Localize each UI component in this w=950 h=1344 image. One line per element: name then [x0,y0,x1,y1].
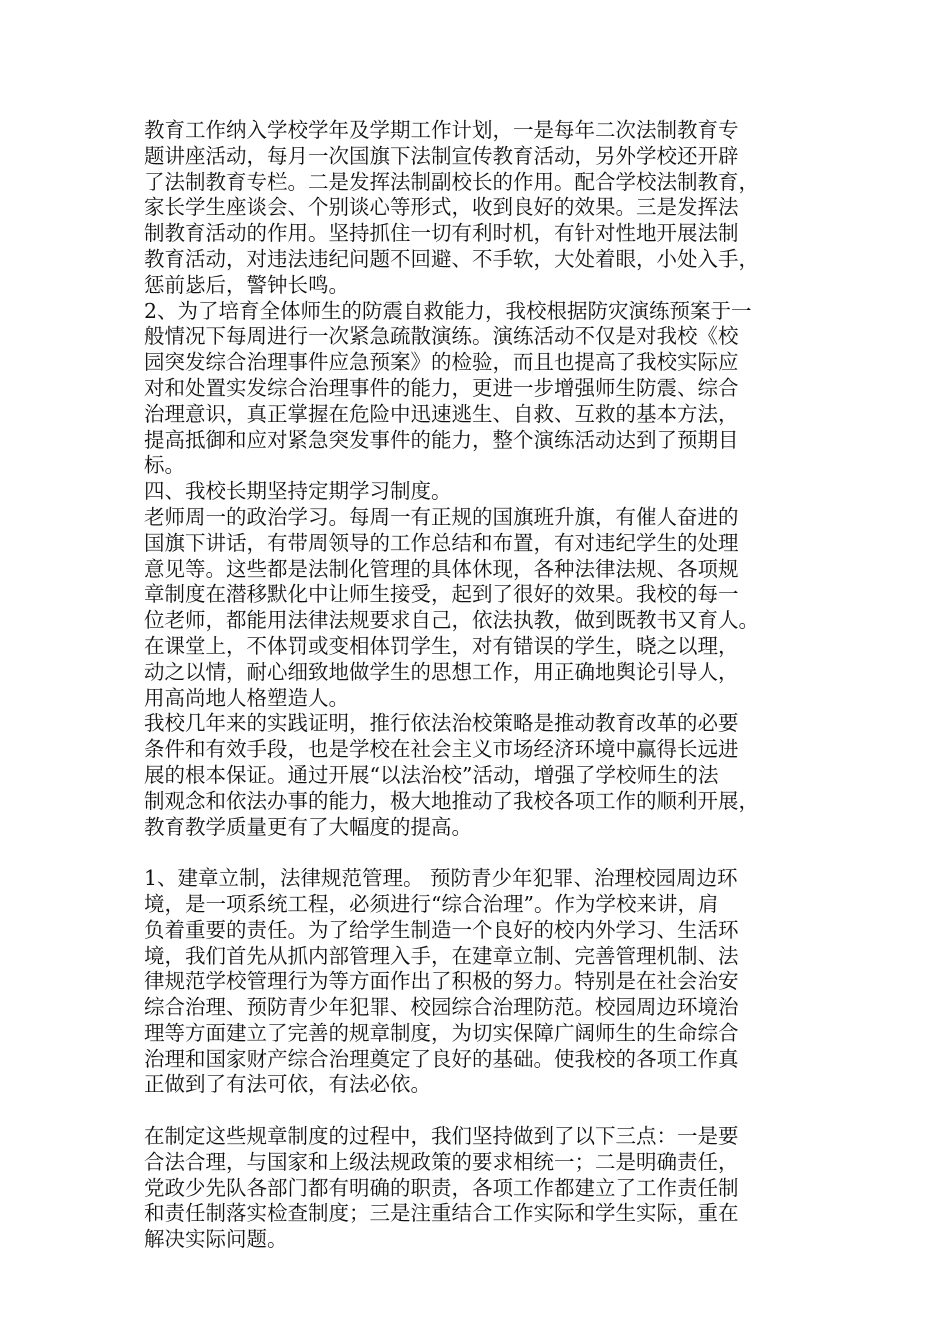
text-line: 动之以情，耐心细致地做学生的思想工作，用正确地舆论引导人， [144,659,739,684]
text-line: 了法制教育专栏。二是发挥法制副校长的作用。配合学校法制教育， [144,169,759,194]
text-line: 教育工作纳入学校学年及学期工作计划，一是每年二次法制教育专 [144,118,739,142]
text-line: 合法合理，与国家和上级法规政策的要求相统一；二是明确责任， [144,1149,739,1174]
text-line: 综合治理、预防青少年犯罪、校园综合治理防范。校园周边环境治 [144,995,739,1020]
paragraph-gap [144,840,808,866]
text-line: 律规范学校管理行为等方面作出了积极的努力。特别是在社会治安 [144,969,739,994]
text-line: 家长学生座谈会、个别谈心等形式，收到良好的效果。三是发挥法 [144,195,739,220]
text-line: 般情况下每周进行一次紧急疏散演练。演练活动不仅是对我校《校 [144,324,739,349]
text-line: 题讲座活动，每月一次国旗下法制宣传教育活动，另外学校还开辟 [144,143,739,168]
text-line: 党政少先队各部门都有明确的职责，各项工作都建立了工作责任制 [144,1175,739,1200]
text-line: 在制定这些规章制度的过程中，我们坚持做到了以下三点：一是要 [144,1124,739,1149]
text-line: 治理意识，真正掌握在危险中迅速逃生、自救、互救的基本方法， [144,401,739,426]
text-line: 解决实际问题。 [144,1227,288,1252]
text-line: 1、建章立制，法律规范管理。 预防青少年犯罪、治理校园周边环 [144,866,738,891]
text-line: 位老师，都能用法律法规要求自己，依法执教，做到既教书又育人。 [144,608,759,633]
text-line: 提高抵御和应对紧急突发事件的能力，整个演练活动达到了预期目 [144,427,739,452]
text-line: 用高尚地人格塑造人。 [144,685,349,710]
text-line: 对和处置实发综合治理事件的能力，更进一步增强师生防震、综合 [144,375,739,400]
text-line: 境，是一项系统工程，必须进行“综合治理”。作为学校来讲，肩 [144,891,719,916]
text-line: 教育活动，对违法违纪问题不回避、不手软，大处着眼，小处入手， [144,246,759,271]
text-line: 正做到了有法可依，有法必依。 [144,1072,431,1097]
paragraph-gap [144,1098,808,1124]
text-line: 园突发综合治理事件应急预案》的检验，而且也提高了我校实际应 [144,350,739,375]
text-line: 和责任制落实检查制度；三是注重结合工作实际和学生实际，重在 [144,1201,739,1226]
text-line: 条件和有效手段，也是学校在社会主义市场经济环境中赢得长远进 [144,737,739,762]
text-line: 在课堂上，不体罚或变相体罚学生，对有错误的学生，晓之以理， [144,633,739,658]
text-line: 惩前毖后，警钟长鸣。 [144,272,349,297]
text-line: 教育教学质量更有了大幅度的提高。 [144,814,472,839]
section-heading: 四、我校长期坚持定期学习制度。 [144,479,452,504]
text-line: 负着重要的责任。为了给学生制造一个良好的校内外学习、生活环 [144,917,739,942]
text-line: 展的根本保证。通过开展“以法治校”活动，增强了学校师生的法 [144,762,719,787]
document-body [144,118,808,1253]
text-line: 国旗下讲话，有带周领导的工作总结和布置，有对违纪学生的处理 [144,530,739,555]
text-line: 制教育活动的作用。坚持抓住一切有利时机，有针对性地开展法制 [144,221,739,246]
text-line: 2、为了培育全体师生的防震自救能力，我校根据防灾演练预案于一 [144,298,752,323]
text-line: 章制度在潜移默化中让师生接受，起到了很好的效果。我校的每一 [144,582,739,607]
text-line: 老师周一的政治学习。每周一有正规的国旗班升旗，有催人奋进的 [144,504,739,529]
text-line: 理等方面建立了完善的规章制度，为切实保障广阔师生的生命综合 [144,1020,739,1045]
text-line: 我校几年来的实践证明，推行依法治校策略是推动教育改革的必要 [144,711,739,736]
text-line: 标。 [144,453,185,478]
text-line: 制观念和依法办事的能力，极大地推动了我校各项工作的顺利开展， [144,788,759,813]
text-line: 意见等。这些都是法制化管理的具体休现，各种法律法规、各项规 [144,556,739,581]
text-line: 治理和国家财产综合治理奠定了良好的基础。使我校的各项工作真 [144,1046,739,1071]
text-line: 境，我们首先从抓内部管理入手，在建章立制、完善管理机制、法 [144,943,739,968]
